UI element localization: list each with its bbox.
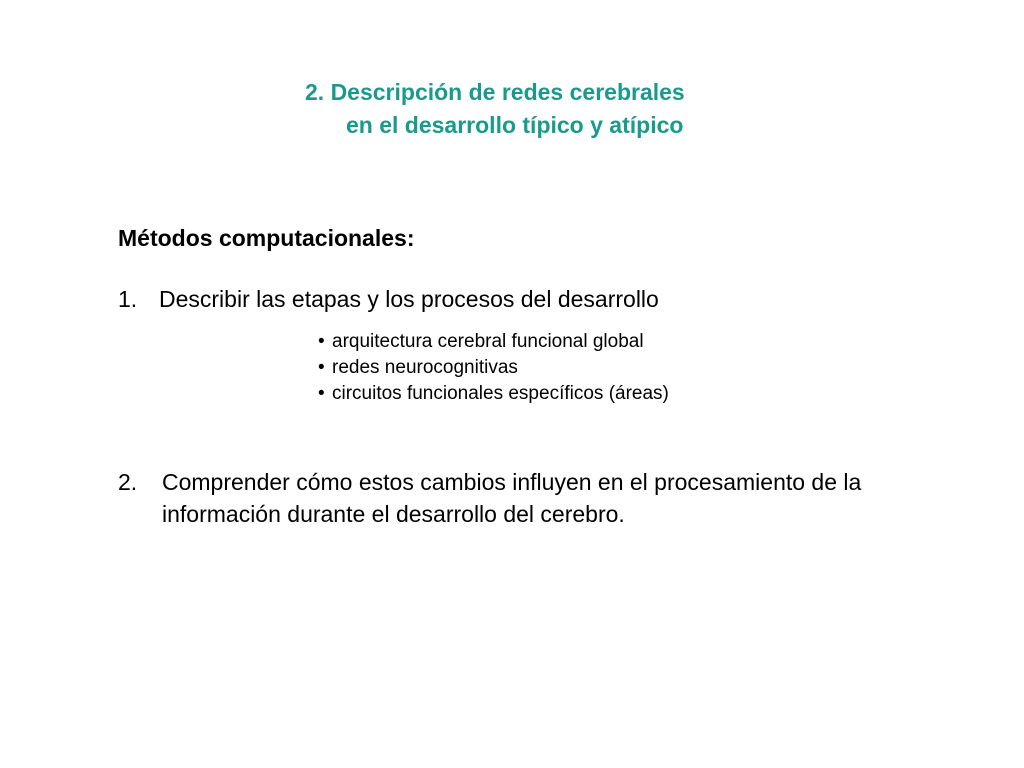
- section-heading: Métodos computacionales:: [118, 225, 415, 251]
- list-item-text-2-line-2: información durante el desarrollo del cerebro.: [162, 501, 625, 527]
- bullet-icon: •: [318, 357, 325, 378]
- sub-list-item-text: arquitectura cerebral funcional global: [332, 331, 644, 352]
- list-item-text-1: Describir las etapas y los procesos del desarrollo: [159, 286, 659, 312]
- sub-list-item: [318, 329, 669, 355]
- sub-list-item-text: redes neurocognitivas: [332, 357, 518, 378]
- sub-list-item-text: circuitos funcionales específicos (áreas): [332, 383, 669, 404]
- sub-list-item: [318, 355, 669, 381]
- slide-title-line-2: en el desarrollo típico y atípico: [346, 112, 684, 138]
- bullet-icon: •: [318, 331, 325, 352]
- sub-list-item: [318, 381, 669, 407]
- list-item-text-2-line-1: Comprender cómo estos cambios influyen en el procesamiento de la: [162, 469, 862, 495]
- list-item-number-1: 1.: [118, 286, 138, 312]
- bullet-icon: •: [318, 383, 325, 404]
- slide-title-line-1: 2. Descripción de redes cerebrales: [305, 79, 685, 105]
- sub-bullet-list: [318, 329, 669, 407]
- list-item-number-2: 2.: [118, 469, 138, 495]
